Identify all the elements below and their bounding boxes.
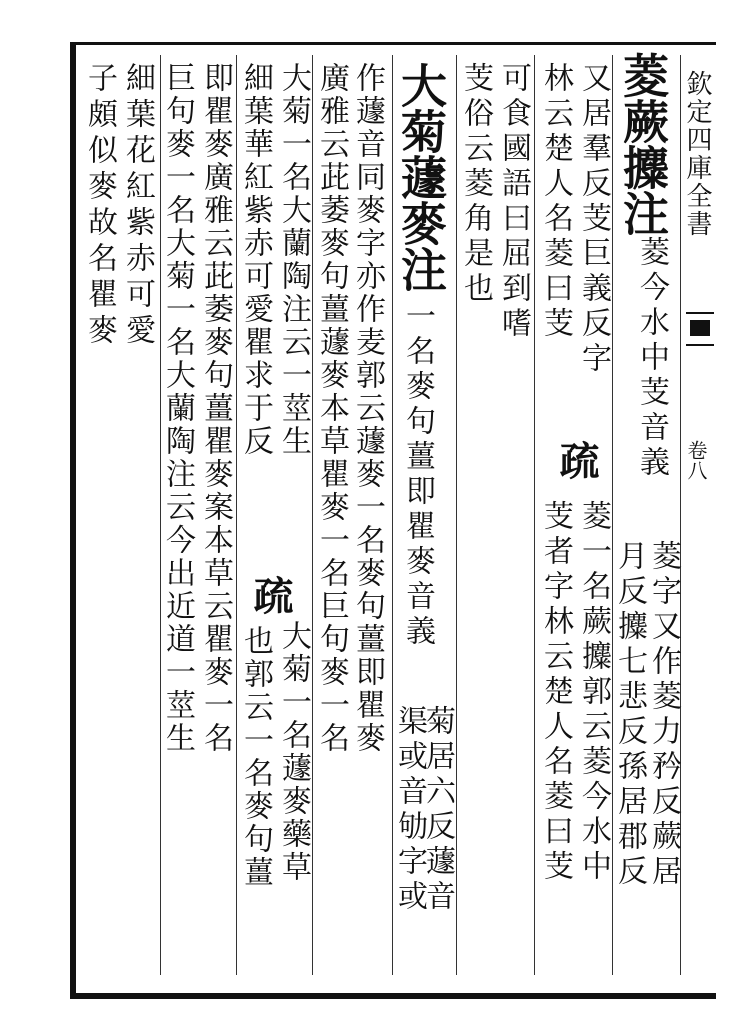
commentary-text: 芰俗云菱角是也 [458,62,493,307]
commentary-text: 巨句麥一名大菊一名大蘭陶注云今出近道一莖生 [160,62,195,755]
commentary-text: 芰者字林云楚人名菱曰芰 [538,500,573,885]
column-rule [534,55,535,975]
commentary-text: 作蘧音同麥字亦作麦郭云蘧麥一名麥句薑即瞿麥 [350,62,385,755]
column-rule [456,55,457,975]
heading-text: 疏 [247,575,294,615]
book-title: 欽定四庫全書 [682,70,712,238]
volume-number: 卷八 [684,440,708,480]
heading-text: 疏 [553,440,600,480]
heading-text: 大菊蘧麥注 [394,62,448,292]
commentary-text: 菊居六反蘧音 [420,705,455,915]
commentary-text: 細葉花紅紫赤可愛 [120,62,155,350]
column-rule [236,55,237,975]
commentary-text: 一名麥句薑即瞿麥音義 [400,300,435,650]
commentary-text: 又居羣反芰巨義反字 [576,62,611,377]
commentary-text: 菱一名蕨攗郭云菱今水中 [576,500,611,885]
commentary-text: 大菊一名大蘭陶注云一莖生 [276,62,311,458]
heading-text: 菱蕨攗注 [616,52,670,236]
text-column-1 [616,52,670,481]
fish-tail-mark-icon [686,312,714,346]
commentary-text: 也郭云一名麥句薑 [238,625,273,889]
commentary-text: 菱字又作菱力矜反蕨居 [646,540,681,890]
commentary-text: 林云楚人名菱曰芰 [538,62,573,342]
commentary-text: 可食國語曰屈到嗜 [496,62,531,342]
commentary-text: 廣雅云茈萎麥句薑蘧麥本草瞿麥一名巨句麥一名 [314,62,349,755]
commentary-text: 子頗似麥故名瞿麥 [82,62,117,350]
commentary-text: 月反攗七悲反孫居郡反 [612,540,647,890]
commentary-text: 大菊一名蘧麥藥草 [276,620,311,884]
commentary-text: 渠或音劬字或 [392,705,427,915]
column-rule [312,55,313,975]
commentary-text: 細葉華紅紫赤可愛瞿求于反 [238,62,273,458]
commentary-text: 即瞿麥廣雅云茈萎麥句薑瞿麥案本草云瞿麥一名 [198,62,233,755]
commentary-text: 菱今水中芰音義 [634,236,669,481]
